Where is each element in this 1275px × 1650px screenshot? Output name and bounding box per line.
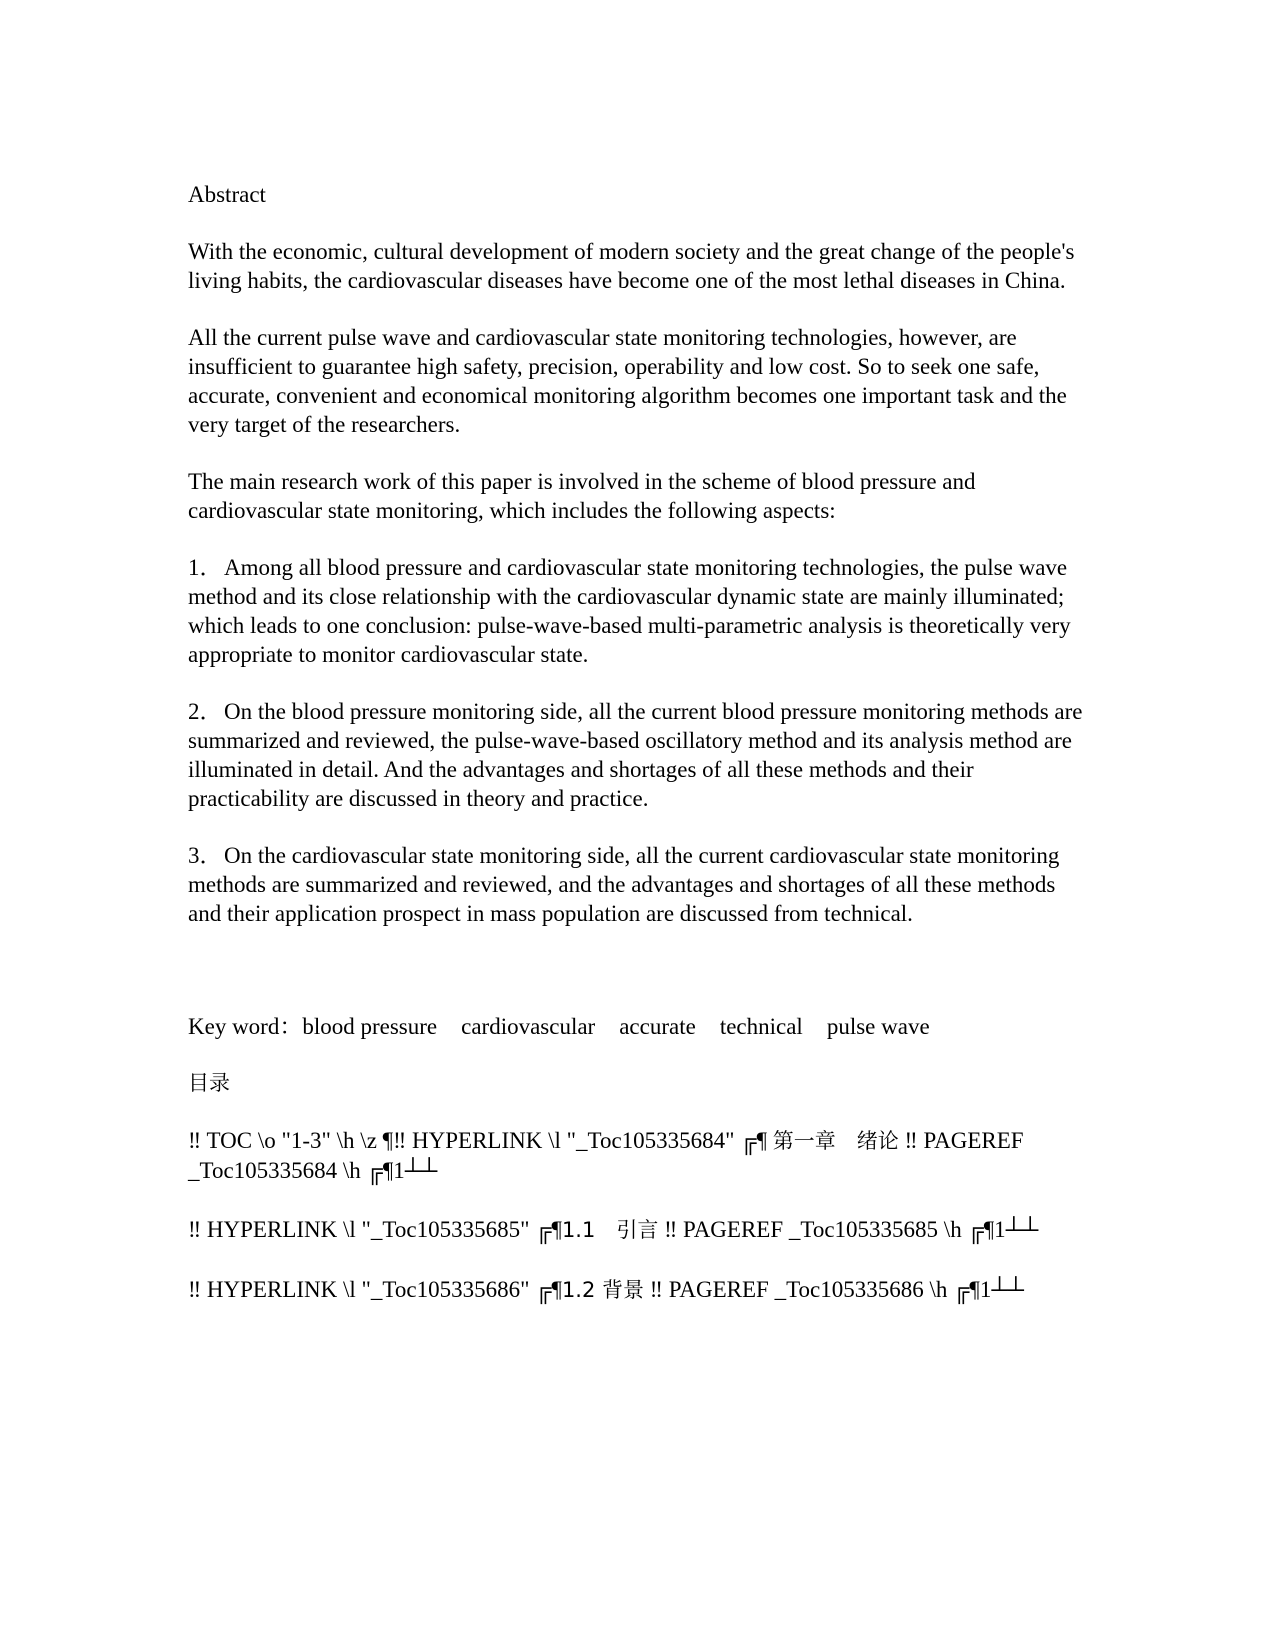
toc-field-code: ‼ PAGEREF _Toc105335684 \h ╔¶1┴┴ [188,1128,1024,1183]
abstract-paragraph: All the current pulse wave and cardiovascular state monitoring technologies, however, are insufficient to guarantee high safety, precision, operability and low cost. So to seek one safe, accurate, convenient and economical monitoring algorithm becomes one important task and the very target of the researchers. [188,325,1067,437]
keyword: pulse wave [826,1014,930,1039]
abstract-paragraph: The main research work of this paper is involved in the scheme of blood pressure and cardiovascular state monitoring, which includes the following aspects: [188,469,976,523]
toc-entry [188,1126,1088,1185]
item-number: 2． [188,699,223,724]
toc-field-code: ‼ TOC \o "1-3" \h \z ¶‼ HYPERLINK \l "_Toc105335684" ╔¶ [188,1128,773,1153]
item-text: On the blood pressure monitoring side, all the current blood pressure monitoring methods are summarized and reviewed, the pulse-wave-based oscillatory method and its analysis method are illuminated in detail. And the advantages and shortages of all these methods and their practicability are discussed in theory and practice. [188,699,1083,811]
toc-field-code: ‼ HYPERLINK \l "_Toc105335686" ╔¶ [188,1277,562,1302]
keywords-line [188,1012,1088,1041]
toc-entry [188,1275,1088,1305]
item-text: On the cardiovascular state monitoring side, all the current cardiovascular state monitoring methods are summarized and reviewed, and the advantages and shortages of all these methods and their application prospect in mass population are discussed from technical. [188,843,1060,926]
keyword: cardiovascular [461,1014,596,1039]
keyword: blood pressure [302,1014,438,1039]
numbered-item [188,553,1088,669]
toc-field-code: ‼ PAGEREF _Toc105335686 \h ╔¶1┴┴ [644,1277,1024,1302]
keyword: technical [719,1014,803,1039]
toc-field-code: ‼ HYPERLINK \l "_Toc105335685" ╔¶ [188,1217,562,1242]
toc-field-code: ‼ PAGEREF _Toc105335685 \h ╔¶1┴┴ [658,1217,1039,1242]
abstract-heading: Abstract [188,182,266,207]
toc-heading: 目录 [188,1071,230,1095]
toc-entry-title: 第一章 绪论 [772,1129,899,1153]
item-text: Among all blood pressure and cardiovascular state monitoring technologies, the pulse wave method and its close relationship with the cardiovascular dynamic state are mainly illuminated; which leads to one conclusion: pulse-wave-based multi-parametric analysis is theoretically very appropriate to monitor cardiovascular state. [188,555,1071,667]
keyword: accurate [619,1014,696,1039]
toc-entry-title: 1.2 背景 [561,1278,645,1302]
toc-entry-title: 1.1 引言 [561,1218,659,1242]
toc-entry [188,1215,1088,1245]
item-number: 3． [188,843,223,868]
abstract-paragraph: With the economic, cultural development of modern society and the great change of the people's living habits, the cardiovascular diseases have become one of the most lethal diseases in China. [188,239,1075,293]
document-body [188,180,1088,1335]
keywords-label: Key word： [188,1014,303,1039]
numbered-item [188,697,1088,813]
spacer [188,956,1088,1012]
item-number: 1． [188,555,223,580]
numbered-item [188,841,1088,928]
